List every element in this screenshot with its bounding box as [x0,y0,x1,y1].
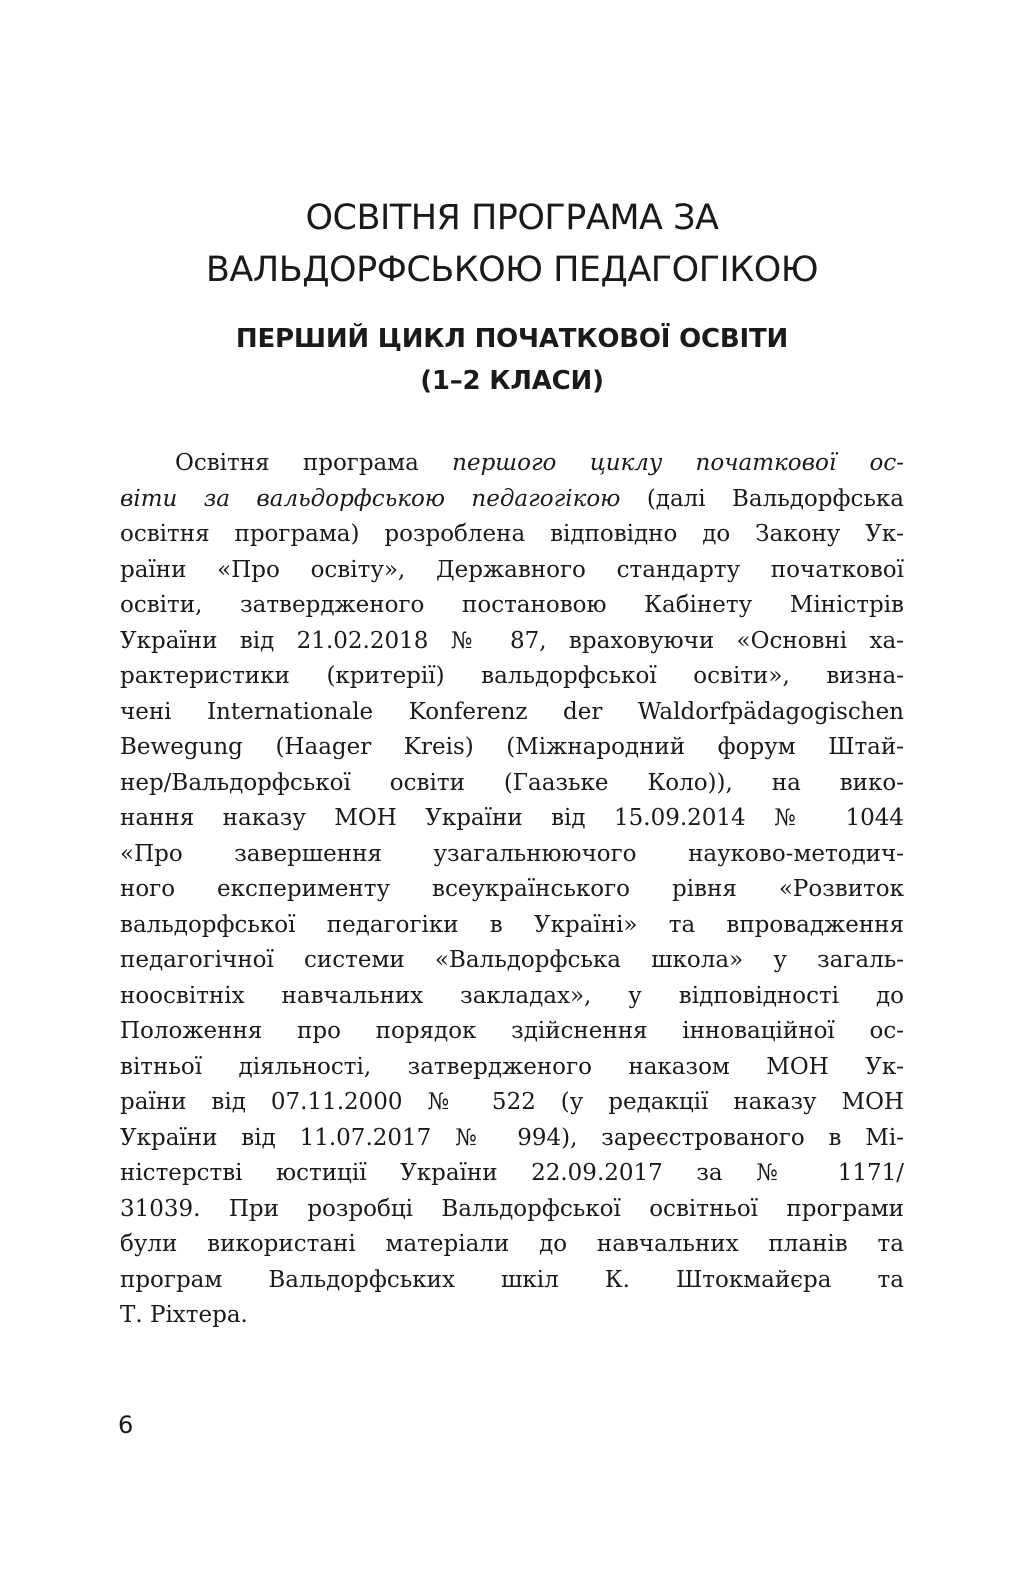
text-line: ноосвітніх навчальних закладах», у відповідності до [120,982,904,1009]
text-line: раїни від 07.11.2000 № 522 (у редакції наказу МОН [120,1089,904,1115]
text-line: 31039. При розробці Вальдорфської освітньої програми [120,1195,904,1222]
title-line-2: ВАЛЬДОРФСЬКОЮ ПЕДАГОГІКОЮ [205,250,819,290]
text-line: України від 21.02.2018 № 87, враховуючи «Основні ха- [120,627,904,654]
text-line: ністерстві юстиції України 22.09.2017 за № 1171/ [120,1160,904,1186]
text-line: ного експерименту всеукраїнського рівня «Розвиток [120,876,904,902]
text-line: «Про завершення узагальнюючого науково-методич- [120,840,904,867]
text-line: нання наказу МОН України від 15.09.2014 № 1044 [120,805,904,831]
text-line: вальдорфської педагогіки в Україні» та впровадження [120,911,904,938]
text-line: віти за вальдорфською педагогікою (далі Вальдорфська [120,485,904,512]
text-line: нер/Вальдорфської освіти (Гаазьке Коло)), на вико- [120,769,904,796]
text-line: освіти, затвердженого постановою Кабінету Міністрів [120,592,904,618]
body-paragraph [120,446,904,1334]
title-line-1: ОСВІТНЯ ПРОГРАМА ЗА [305,198,719,238]
text-line: Bewegung (Haager Kreis) (Міжнародний форум Штай- [120,734,904,760]
subtitle-line-1: ПЕРШИЙ ЦИКЛ ПОЧАТКОВОЇ ОСВІТИ [235,324,789,354]
italic-text: віти за вальдорфською педагогікою [120,485,621,512]
subtitle-line-2: (1–2 КЛАСИ) [420,366,604,396]
text-line: Освітня програма першого циклу початкової ос- [175,450,904,476]
text-line: рактеристики (критерії) вальдорфської освіти», визна- [120,663,904,689]
text-line: були використані матеріали до навчальних планів та [120,1231,904,1257]
page-number: 6 [118,1411,134,1439]
text-line: України від 11.07.2017 № 994), зареєстрованого в Мі- [120,1124,904,1151]
text-line: програм Вальдорфських шкіл К. Штокмайєра та [120,1266,904,1293]
section-subtitle [0,318,1024,402]
italic-text: першого циклу початкової ос- [452,450,904,476]
text-line: чені Internationale Konferenz der Waldorfpädagogischen [120,698,904,725]
text-line: раїни «Про освіту», Державного стандарту початкової [120,556,904,583]
text-line: освітня програма) розроблена відповідно до Закону Ук- [120,521,904,547]
text-line: Т. Ріхтера. [120,1302,248,1328]
page-title [0,192,1024,296]
text-line: Положення про порядок здійснення інноваційної ос- [120,1018,904,1044]
text-line: педагогічної системи «Вальдорфська школа» у загаль- [120,947,904,973]
text-line: вітньої діяльності, затвердженого наказом МОН Ук- [120,1053,904,1080]
